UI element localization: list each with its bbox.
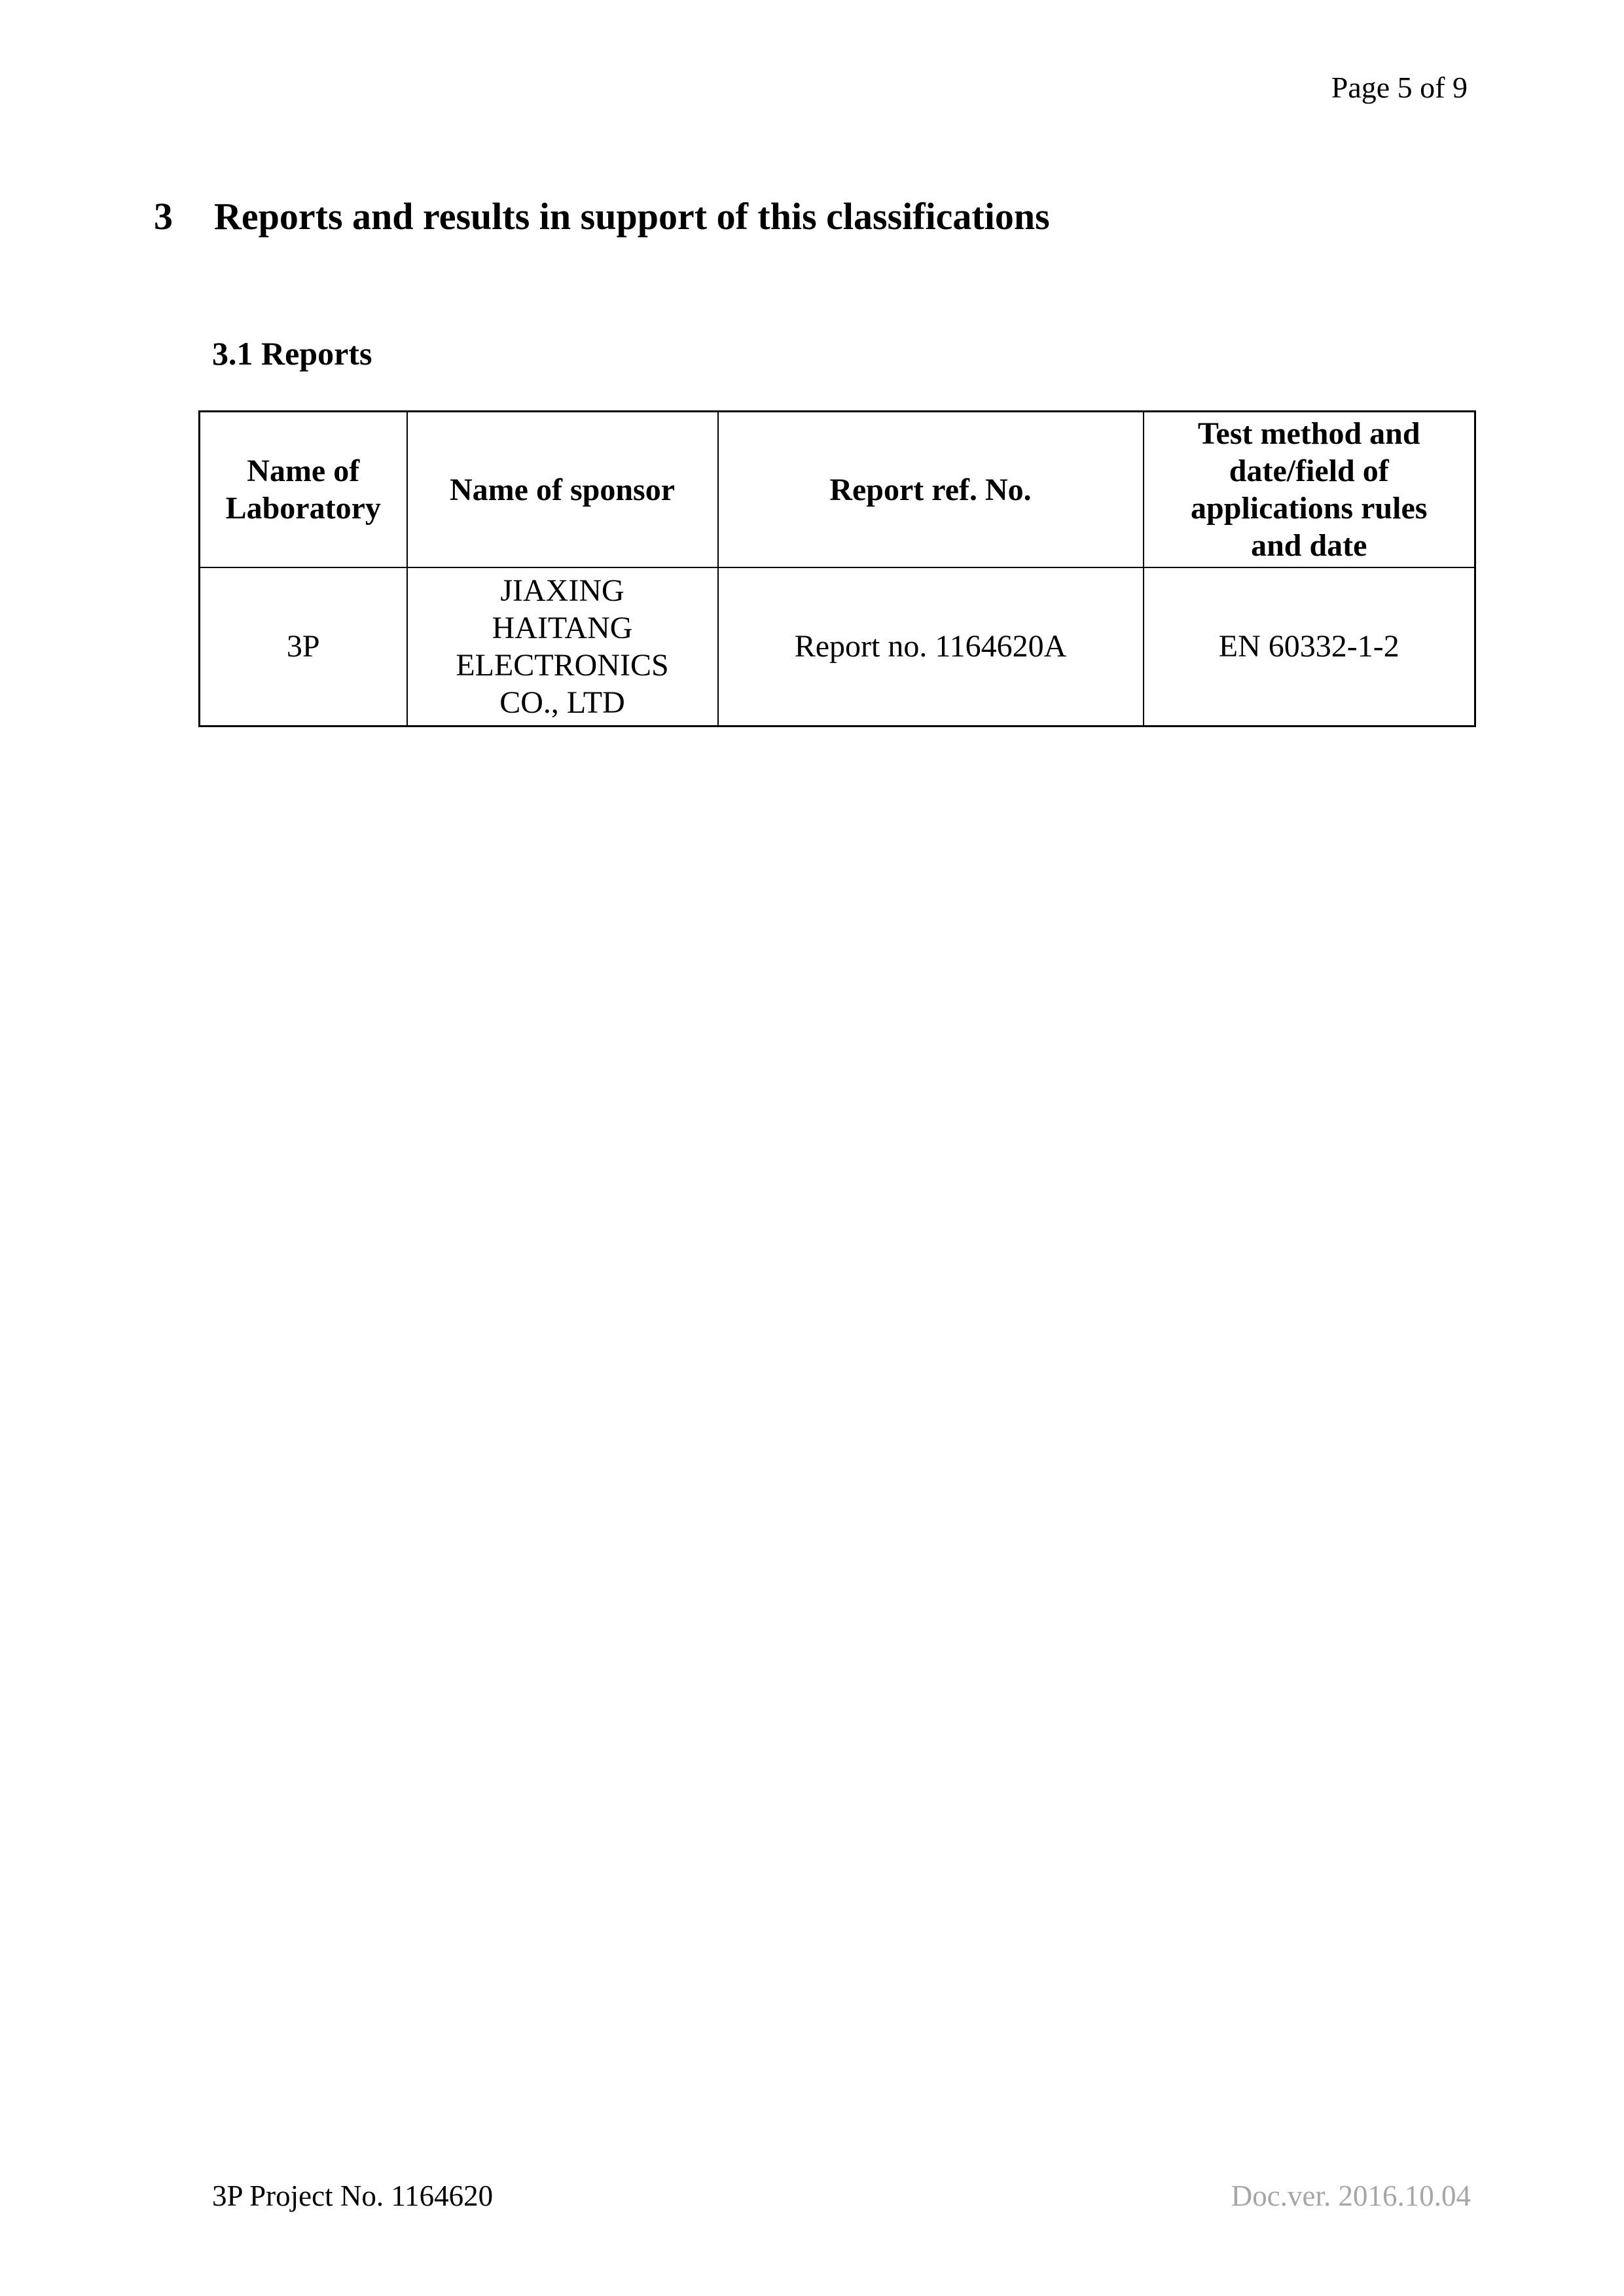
footer-doc-version: Doc.ver. 2016.10.04 <box>1231 2179 1471 2212</box>
cell-report-ref: Report no. 1164620A <box>718 567 1144 726</box>
header-cell-test-method: Test method and date/field of applications rules and date <box>1144 412 1475 568</box>
header-cell-report-ref: Report ref. No. <box>718 412 1144 568</box>
table-header-row <box>200 412 1475 568</box>
cell-sponsor: JIAXING HAITANG ELECTRONICS CO., LTD <box>407 567 718 726</box>
reports-table <box>198 410 1476 727</box>
header-cell-laboratory: Name of Laboratory <box>200 412 407 568</box>
cell-laboratory: 3P <box>200 567 407 726</box>
table-row <box>200 567 1475 726</box>
footer-project-number: 3P Project No. 1164620 <box>212 2179 494 2212</box>
cell-test-method: EN 60332-1-2 <box>1144 567 1475 726</box>
section-number: 3 <box>154 195 173 238</box>
section-heading <box>154 195 1050 239</box>
subsection-heading: 3.1 Reports <box>212 335 372 372</box>
header-cell-sponsor: Name of sponsor <box>407 412 718 568</box>
section-title: Reports and results in support of this classifications <box>214 195 1050 238</box>
page-indicator: Page 5 of 9 <box>1331 71 1468 104</box>
